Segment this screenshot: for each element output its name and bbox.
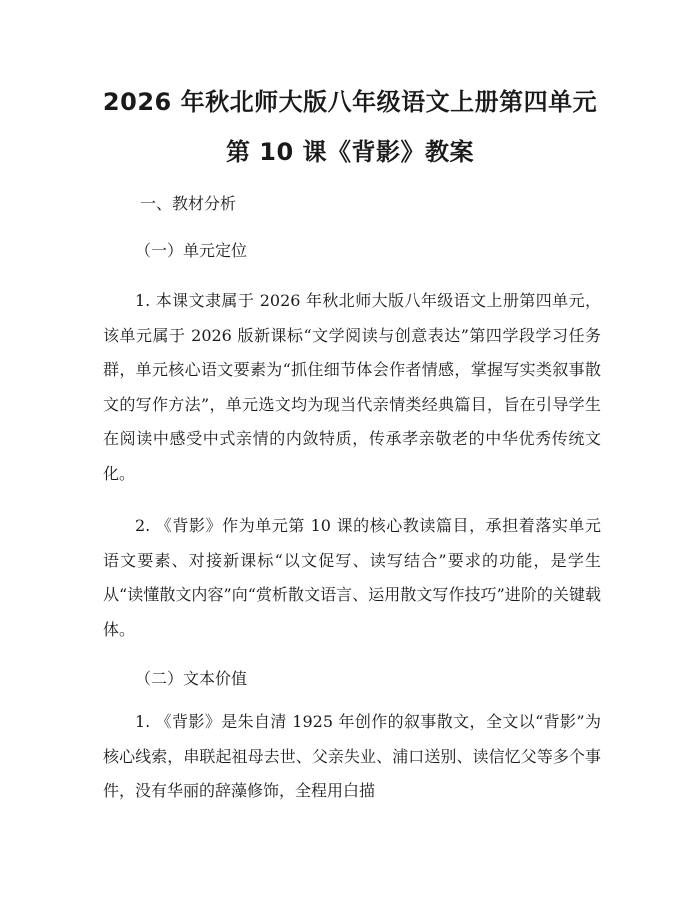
paragraph-unit-positioning-2: 2. 《背影》作为单元第 10 课的核心教读篇目，承担着落实单元语文要素、对接新课标“以文促写、读写结合”要求的功能，是学生从“读懂散文内容”向“赏析散文语言、运用散文写作技巧”进阶的关键载体。 (103, 516, 601, 639)
section-heading-textbook-analysis: 一、教材分析 (140, 194, 237, 213)
paragraph-unit-positioning-1: 1. 本课文隶属于 2026 年秋北师大版八年级语文上册第四单元，该单元属于 2026 版新课标“文学阅读与创意表达”第四学段学习任务群，单元核心语文要素为“抓住细节体会作者情感，掌握写实类叙事散文的写作方法”，单元选文均为现当代亲情类经典篇目，旨在引导学生在阅读中感受中式亲情的内敛特质，传承孝亲敬老的中华优秀传统文化。 (103, 291, 601, 483)
subsection-heading-text-value: （二）文本价值 (135, 669, 248, 688)
document-title-line-1: 2026 年秋北师大版八年级语文上册第四单元 (102, 88, 598, 116)
paragraph-text-value-1: 1. 《背影》是朱自清 1925 年创作的叙事散文，全文以“背影”为核心线索，串联起祖母去世、父亲失业、浦口送别、读信忆父等多个事件，没有华丽的辞藻修饰，全程用白描 (103, 712, 601, 800)
subsection-heading-unit-positioning: （一）单元定位 (135, 241, 248, 260)
document-title-line-2: 第 10 课《背影》教案 (225, 138, 475, 166)
